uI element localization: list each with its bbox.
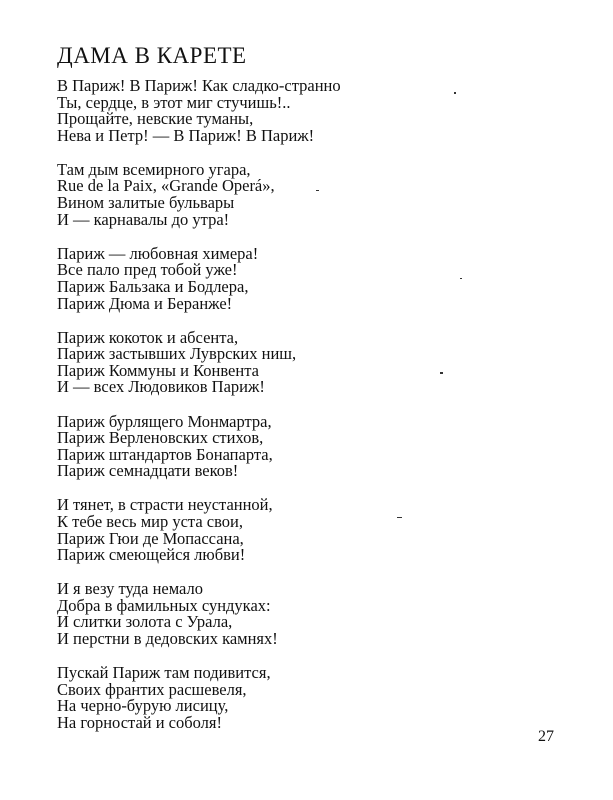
stanza-1 [57, 78, 557, 144]
poem-line: Париж Гюи де Мопассана, [57, 528, 244, 548]
scan-speck [460, 278, 462, 279]
poem-line: Там дым всемирного угара, [57, 159, 251, 179]
poem-line: Париж застывших Луврских ниш, [57, 344, 297, 364]
stanza-5 [57, 411, 557, 481]
poem-line: И слитки золота с Урала, [57, 612, 233, 632]
stanza-7 [57, 581, 557, 647]
scan-speck [397, 517, 402, 518]
poem-line: На черно-бурую лисицу, [57, 696, 229, 716]
poem-line: И — всех Людовиков Париж! [57, 377, 265, 397]
stanza-2 [57, 159, 557, 229]
poem-line: Нева и Петр! — В Париж! В Париж! [57, 125, 315, 145]
poem-line: В Париж! В Париж! Как сладко-странно [57, 76, 341, 95]
poem-line: Париж семнадцати веков! [57, 461, 239, 481]
scan-speck [454, 92, 456, 94]
poem-line: К тебе весь мир уста свои, [57, 511, 243, 531]
poem-line: Rue de la Paix, «Grande Operá», [57, 176, 275, 196]
poem-line: Вином залитые бульвары [57, 193, 235, 213]
poem-line: Своих франтих расшевеля, [57, 679, 247, 699]
stanza-4 [57, 327, 557, 397]
poem-line: Все пало пред тобой уже! [57, 260, 238, 280]
poem-line: Париж бурлящего Монмартра, [57, 411, 272, 431]
poem-line: Пускай Париж там подивится, [57, 663, 271, 683]
stanza-6 [57, 497, 557, 563]
poem-line: Париж смеющейся любви! [57, 545, 246, 565]
poem-line: Добра в фамильных сундуках: [57, 595, 271, 615]
poem-line: Ты, сердце, в этот миг стучишь!.. [57, 92, 291, 112]
poem-line: Прощайте, невские туманы, [57, 109, 254, 129]
poem-line: И тянет, в страсти неустанной, [57, 495, 273, 515]
poem-line: Париж Дюма и Беранже! [57, 293, 233, 313]
poem-line: Париж Верленовских стихов, [57, 428, 264, 448]
poem-line: И перстни в дедовских камнях! [57, 629, 278, 649]
poem-line: Париж — любовная химера! [57, 243, 259, 263]
page-number: 27 [538, 728, 554, 745]
poem-line: И я везу туда немало [57, 579, 204, 599]
poem-line: Париж кокоток и абсента, [57, 327, 239, 347]
stanza-8 [57, 665, 557, 731]
poem-title: ДАМА В КАРЕТЕ [57, 43, 247, 68]
poem-body [57, 78, 557, 749]
poem-line: Париж Бальзака и Бодлера, [57, 276, 249, 296]
poem-line: Париж Коммуны и Конвента [57, 360, 259, 380]
poem-line: На горностай и соболя! [57, 712, 222, 732]
scan-speck [440, 372, 443, 374]
poem-line: Париж штандартов Бонапарта, [57, 444, 273, 464]
scan-speck [316, 190, 319, 191]
stanza-3 [57, 243, 557, 313]
poem-line: И — карнавалы до утра! [57, 209, 230, 229]
